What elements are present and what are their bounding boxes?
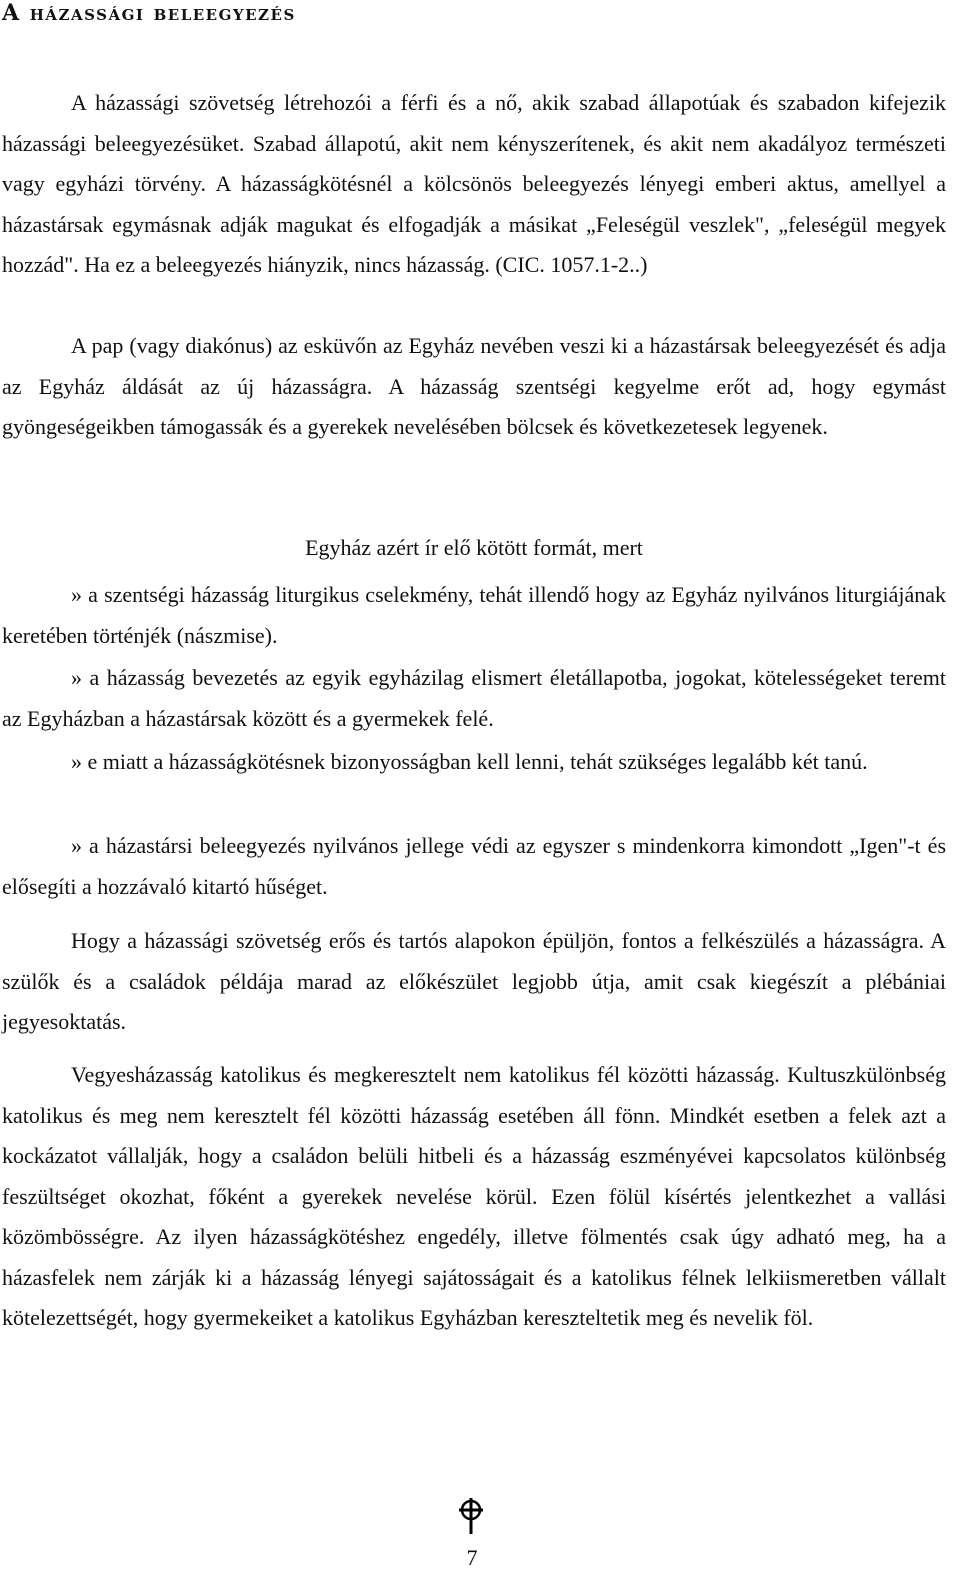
- page-number: 7: [466, 1545, 478, 1570]
- paragraph-mixed-marriage: Vegyesházasság katolikus és megkeresztelt nem katolikus fél közötti házasság. Kultuszkülönbség katolikus és meg nem keresztelt fél közötti házasság esetében áll fönn. Mindkét esetben a felek azt a kockázatot vállalják, hogy a családon belüli hitbeli és a házasság eszményévei kapcsolatos különbség feszültséget okozhat, főként a gyerekek nevelése körül. Ezen fölül kísértés jelentkezhet a vallási közömbösségre. Az ilyen házasságkötéshez engedély, illetve fölmentés csak úgy adható meg, ha a házasfelek nem zárják ki a házasság lényegi sajátosságait és a katolikus félnek lelkiismeretben vállalt kötelezettségét, hogy gyermekeiket a katolikus Egyházban kereszteltetik meg és nevelik föl.: [2, 1062, 946, 1330]
- cross-circle-icon: [456, 1497, 486, 1535]
- paragraph-preparation: Hogy a házassági szövetség erős és tartós alapokon épüljön, fontos a felkészülés a házasságra. A szülők és a családok példája marad az előkészület legjobb útja, amit csak kiegészít a plébániai jegyesoktatás.: [2, 928, 946, 1034]
- paragraph-priest-role: A pap (vagy diakónus) az esküvőn az Egyház nevében veszi ki a házastársak beleegyezését és adja az Egyház áldását az új házasságra. A házasság szentségi kegyelme erőt ad, hogy egymást gyöngeségeikben támogassák és a gyerekek nevelésében bölcsek és következetesek legyenek.: [2, 333, 946, 439]
- bullet-item: » a házasság bevezetés az egyik egyházilag elismert életállapotba, jogokat, kötelességeket teremt az Egyházban a házastársak között és a gyermekek felé.: [2, 665, 946, 731]
- bullet-item: » a szentségi házasság liturgikus cselekmény, tehát illendő hogy az Egyház nyilvános liturgiájának keretében történjék (nászmise).: [2, 582, 946, 648]
- bullet-item: » a házastársi beleegyezés nyilvános jellege védi az egyszer s mindenkorra kimondott „Igen"-t és elősegíti a hozzávaló kitartó hűséget.: [2, 833, 946, 899]
- bullet-item: » e miatt a házasságkötésnek bizonyosságban kell lenni, tehát szükséges legalább két tanú.: [71, 749, 868, 774]
- paragraph-consent-definition: A házassági szövetség létrehozói a férfi és a nő, akik szabad állapotúak és szabadon kifejezik házassági beleegyezésüket. Szabad állapotú, akit nem kényszerítenek, és akit nem akadályoz természeti vagy egyházi törvény. A házasságkötésnél a kölcsönös beleegyezés lényegi emberi aktus, amellyel a házastársak egymásnak adják magukat és elfogadják a másikat „Feleségül veszlek", „feleségül megyek hozzád". Ha ez a beleegyezés hiányzik, nincs házasság. (CIC. 1057.1-2..): [2, 90, 946, 277]
- centered-heading-line: Egyház azért ír elő kötött formát, mert: [305, 535, 643, 560]
- page-title: A házassági beleegyezés: [2, 0, 296, 26]
